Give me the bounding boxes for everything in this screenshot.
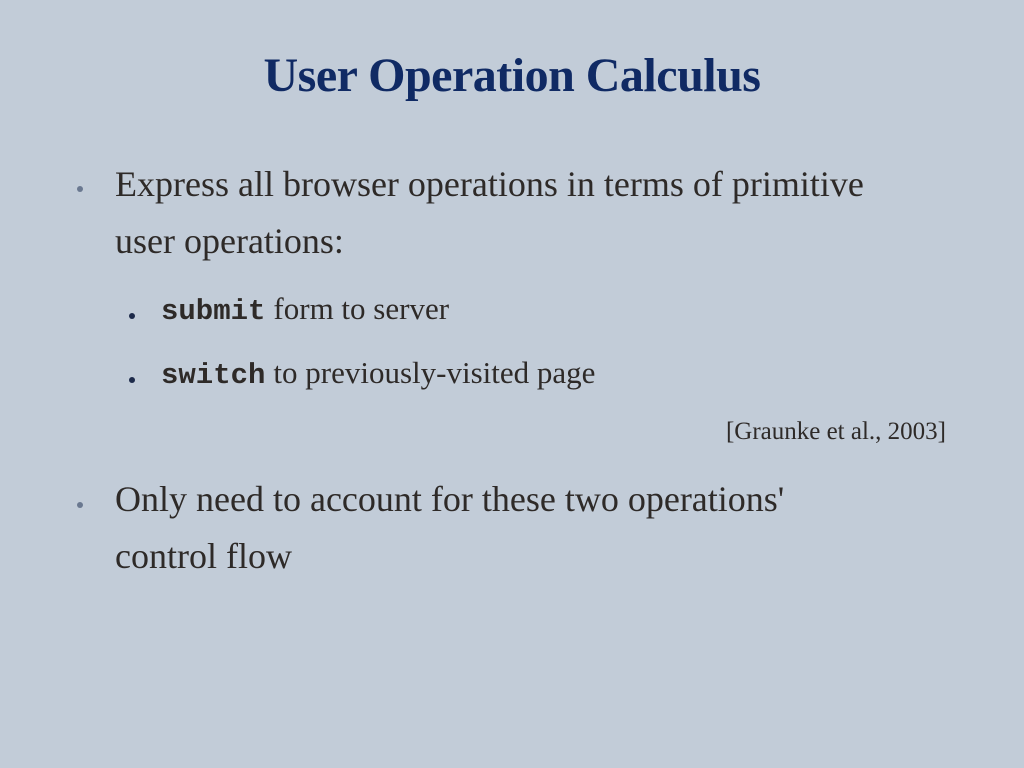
subbullet-line-1 bbox=[161, 289, 449, 332]
bullet-text-2: Only need to account for these two operations' control flow bbox=[115, 479, 785, 576]
slide-title: User Operation Calculus bbox=[263, 49, 761, 102]
code-keyword-switch: switch bbox=[161, 359, 266, 392]
bullet-text-1: Express all browser operations in terms of primitive user operations: bbox=[115, 164, 864, 261]
subbullet-dot-icon bbox=[129, 313, 135, 319]
subbullet-dot-icon bbox=[129, 377, 135, 383]
code-keyword-submit: submit bbox=[161, 295, 266, 328]
subbullet-text-2: to previously-visited page bbox=[273, 355, 596, 390]
subbullet-line-2 bbox=[161, 353, 595, 396]
bullet-dot-icon bbox=[77, 186, 83, 192]
bullet-dot-icon bbox=[77, 502, 83, 508]
subbullet-text-1: form to server bbox=[273, 291, 450, 326]
citation: [Graunke et al., 2003] bbox=[725, 418, 946, 445]
